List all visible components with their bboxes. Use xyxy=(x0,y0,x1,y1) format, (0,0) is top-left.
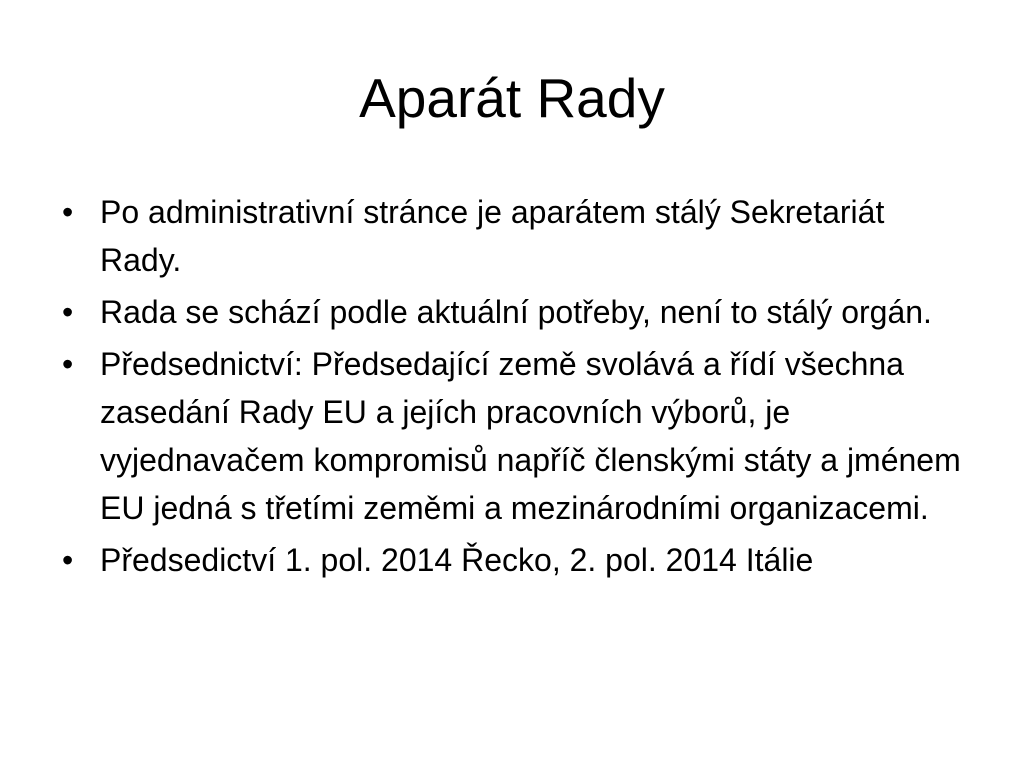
bullet-item xyxy=(62,188,962,284)
bullet-text: Předsedictví 1. pol. 2014 Řecko, 2. pol. 2014 Itálie xyxy=(100,542,814,578)
bullet-text: Po administrativní stránce je aparátem stálý Sekretariát Rady. xyxy=(100,194,885,278)
bullet-dot-icon: • xyxy=(62,542,74,578)
bullet-item xyxy=(62,288,962,336)
bullet-text: Předsednictví: Předsedající země svolává a řídí všechna zasedání Rady EU a jejích pracovních výborů, je vyjednavačem kompromisů napříč členskými státy a jménem EU jedná s třetími zeměmi a mezinárodními organizacemi. xyxy=(100,346,961,526)
slide-title: Aparát Rady xyxy=(359,67,665,129)
bullet-item xyxy=(62,340,962,532)
bullet-list xyxy=(62,188,962,588)
bullet-item xyxy=(62,536,962,584)
bullet-dot-icon: • xyxy=(62,346,74,382)
bullet-dot-icon: • xyxy=(62,194,74,230)
bullet-dot-icon: • xyxy=(62,294,74,330)
bullet-text: Rada se schází podle aktuální potřeby, není to stálý orgán. xyxy=(100,294,932,330)
